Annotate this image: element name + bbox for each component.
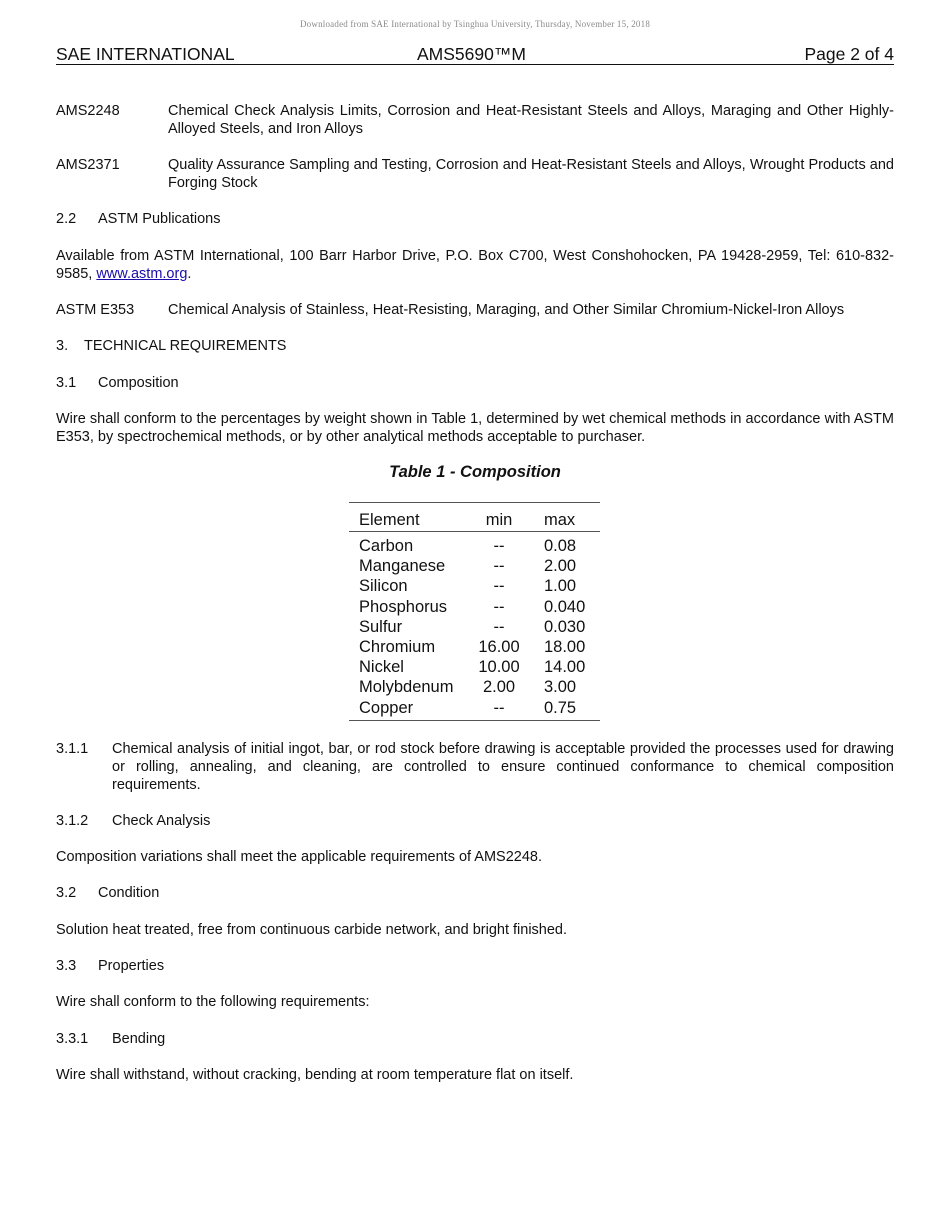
max-value: 0.030 [544,617,586,636]
max-value: 0.040 [544,597,586,616]
composition-paragraph: Wire shall conform to the percentages by weight shown in Table 1, determined by wet chemical methods in accordance with ASTM E353, by spectrochemical methods, or by other analytical methods acceptable to purchaser. [56,411,894,445]
max-value: 0.08 [544,537,577,556]
page-header [56,44,894,65]
table-row [349,556,600,576]
max-value: 3.00 [544,678,577,697]
table-caption: Table 1 - Composition [389,463,561,481]
bending-paragraph: Wire shall withstand, without cracking, bending at room temperature flat on itself. [56,1067,574,1083]
section-title: ASTM Publications [98,211,221,227]
element-name: Carbon [359,537,414,556]
reference-code: AMS2371 [56,157,120,173]
header-page-number: Page 2 of 4 [804,44,894,64]
min-value: -- [493,597,505,616]
max-value: 0.75 [531,698,600,721]
max-value: 18.00 [544,638,586,657]
section-number: 3.1.2 [56,813,89,829]
section-3-1-2-heading [56,812,210,830]
table-row [349,576,600,596]
table-row [349,677,600,697]
section-number: 3.1.1 [56,741,89,757]
reference-title: Chemical Analysis of Stainless, Heat-Resisting, Maraging, and Other Similar Chromium-Nickel-Iron Alloys [168,302,845,318]
section-title: Bending [112,1031,166,1047]
astm-address-text: Available from ASTM International, 100 Barr Harbor Drive, P.O. Box C700, West Conshohocken, PA 19428-2959, Tel: 610-832-9585, [56,248,894,282]
section-number: 3.1 [56,375,77,391]
check-analysis-paragraph: Composition variations shall meet the applicable requirements of AMS2248. [56,849,543,865]
column-header-max: max [531,503,600,532]
table-row [349,698,600,721]
section-title: Condition [98,885,160,901]
table-row [349,617,600,637]
header-doc-number: AMS5690™M [417,44,526,64]
table-row [349,657,600,677]
properties-paragraph: Wire shall conform to the following requirements: [56,994,370,1010]
reference-code: ASTM E353 [56,302,135,318]
table-row [349,637,600,657]
section-number: 3.2 [56,885,77,901]
table-row [349,532,600,557]
header-org: SAE INTERNATIONAL [56,44,235,64]
section-2-2-heading [56,210,221,228]
column-header-element: Element [349,503,467,532]
element-name: Manganese [359,557,446,576]
section-title: Composition [98,375,179,391]
section-title: Properties [98,958,165,974]
section-3-2-heading [56,884,159,902]
astm-availability-paragraph [56,247,894,283]
max-value: 14.00 [544,658,586,677]
reference-title: Quality Assurance Sampling and Testing, Corrosion and Heat-Resistant Steels and Alloys, Wrought Products and Forging Stock [168,157,894,191]
min-value: 2.00 [482,678,516,697]
min-value: -- [467,698,531,721]
condition-paragraph: Solution heat treated, free from continuous carbide network, and bright finished. [56,922,568,938]
section-3-heading [56,337,286,355]
section-number: 3.3 [56,958,77,974]
element-name: Phosphorus [359,597,448,616]
section-title: TECHNICAL REQUIREMENTS [84,338,287,354]
min-value: 10.00 [478,658,520,677]
section-3-3-1-heading [56,1030,165,1048]
composition-table [349,502,600,721]
element-name: Nickel [359,658,404,677]
section-3-1-heading [56,374,179,392]
element-name: Sulfur [359,617,403,636]
min-value: 16.00 [478,638,520,657]
section-number: 2.2 [56,211,77,227]
reference-title: Chemical Check Analysis Limits, Corrosion and Heat-Resistant Steels and Alloys, Maraging and Other Highly-Alloyed Steels, and Iron Alloys [168,103,894,137]
section-3-1-1 [56,740,894,794]
reference-astm-e353 [56,301,894,319]
section-text: Chemical analysis of initial ingot, bar, or rod stock before drawing is acceptable provided the processes used for drawing or rolling, annealing, and cleaning, are controlled to ensure continued conformance to chemical composition requirements. [112,741,894,793]
element-name: Molybdenum [359,678,454,697]
table-header-row [349,503,600,532]
section-number: 3.3.1 [56,1031,89,1047]
astm-address-end: . [187,266,192,282]
reference-code: AMS2248 [56,103,120,119]
min-value: -- [493,577,505,596]
reference-ams2248 [56,102,894,138]
section-number: 3. [56,338,69,354]
min-value: -- [493,617,505,636]
table-row [349,597,600,617]
element-name: Copper [349,698,467,721]
section-3-3-heading [56,957,164,975]
section-title: Check Analysis [112,813,211,829]
astm-website-link[interactable]: www.astm.org [96,266,188,282]
column-header-min: min [467,503,531,532]
min-value: -- [493,537,505,556]
element-name: Silicon [359,577,408,596]
min-value: -- [493,557,505,576]
max-value: 1.00 [544,577,577,596]
download-watermark: Downloaded from SAE International by Tsinghua University, Thursday, November 15, 2018 [299,19,651,29]
max-value: 2.00 [544,557,577,576]
element-name: Chromium [359,638,436,657]
reference-ams2371 [56,156,894,192]
